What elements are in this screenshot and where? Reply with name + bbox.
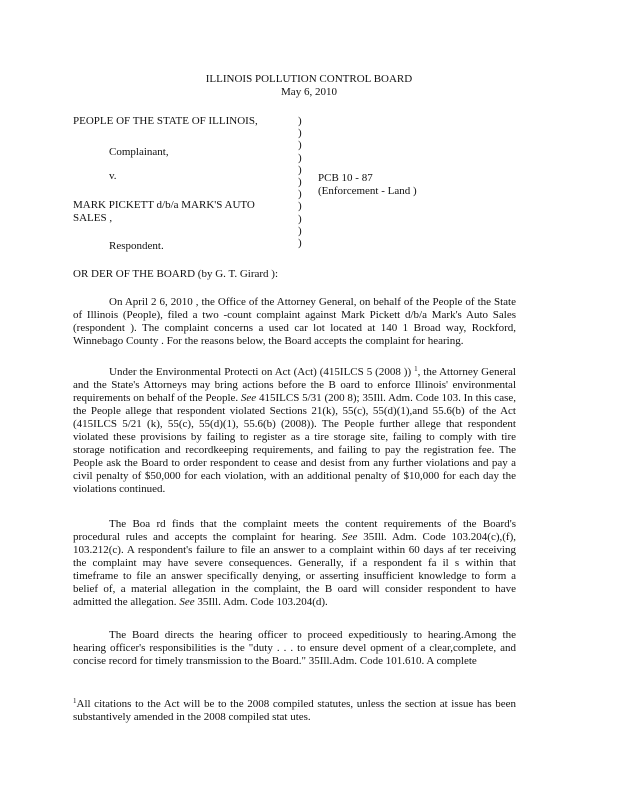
paragraph-3-text-c: 35Ill. Adm. Code 103.204(d). [194,596,328,608]
caption-paren: ) [298,139,302,152]
caption-paren-column [298,115,310,249]
caption-versus: v. [109,170,117,182]
document-header [0,73,618,99]
paragraph-3-text-b: 35Ill. Adm. Code 103.204(c),(f), 103.212(c). A respondent's failure to file an answer to a complaint within 60 days af ter receiving the complaint may have severe consequences. Generally, if a respondent fa il s within that timeframe to file an answer specifically denying, or asserting insufficient knowledge to form a belief of, a material allegation in the complaint, the B oard will consider respondent to have admitted the allegation. [73,531,516,608]
citation-signal: See [342,531,358,543]
caption-paren: ) [298,163,302,176]
caption-paren: ) [298,127,302,140]
citation-signal: See [179,596,195,608]
board-name: ILLINOIS POLLUTION CONTROL BOARD [205,73,413,85]
caption-respondent-name-2: SALES , [73,212,113,224]
order-heading: OR DER OF THE BOARD (by G. T. Girard ): [73,268,279,280]
footnote-reference: 1 [414,365,418,373]
case-type: (Enforcement - Land ) [318,185,417,197]
caption-paren: ) [298,188,302,201]
footnote-marker: 1 [73,697,77,705]
caption-complainant: Complainant, [109,146,169,158]
caption-paren: ) [298,200,302,213]
paragraph-4: The Board directs the hearing officer to proceed expeditiously to hearing.Among the hearing officer's responsibilities is the "duty . . . to ensure devel opment of a clear,complete, and concise record for timely transmission to the Board." 35Ill.Adm. Code 101.610. A complete [73,629,516,667]
case-number: PCB 10 - 87 [318,172,373,184]
paragraph-1: On April 2 6, 2010 , the Office of the Attorney General, on behalf of the People of the State of Illinois (People), filed a two -count complaint against Mark Pickett d/b/a Mark's Auto Sales (respondent ). The complaint concerns a used car lot located at 140 1 Broad way, Rockford, Winnebago County . For the reasons below, the Board accepts the complaint for hearing. [73,296,516,347]
footnote [73,698,516,724]
paragraph-3 [73,518,516,609]
paragraph-2-text-c: 415ILCS 5/31 (200 8); 35Ill. Adm. Code 103. In this case, the People allege that respondent violated Sections 21(k), 55(c), 55(d)(1),and 55.6(b) of the Act (415ILCS 5/21 (k), 55(c), 55(d)(1), 55.6(b) (2008)). The People further allege that respondent violated these provisions by failing to register as a tire storage site, failing to comply with tire storage notification and recordkeeping requirements, and failing to pay the registration fee. The People ask the Board to order respondent to cease and desist from any further violations and pay a civil penalty of $50,000 for each violation, with an additional penalty of $10,000 for each day the violations continued. [73,392,516,495]
footnote-text: All citations to the Act will be to the 2008 compiled statutes, unless the section at issue has been substantively amended in the 2008 compiled stat utes. [73,698,516,723]
paragraph-2-text-a: Under the Environmental Protecti on Act (Act) (415ILCS 5 (2008 )) [109,366,415,378]
caption-paren: ) [298,151,302,164]
caption-paren: ) [298,115,302,127]
paragraph-2 [73,366,516,496]
caption-paren: ) [298,212,302,225]
caption-paren: ) [298,224,302,237]
caption-people: PEOPLE OF THE STATE OF ILLINOIS, [73,115,258,127]
caption-paren: ) [298,175,302,188]
citation-signal: See [240,392,257,404]
paragraph-3-text-a: The Boa rd finds that the complaint meets the content requirements of the Board's procedural rules and accepts the complaint for hearing. [73,518,516,543]
order-date: May 6, 2010 [281,86,337,98]
paragraph-2-text-b: , the Attorney General and the State's Attorneys may bring actions before the B oard to enforce Illinois' environmental requirements on behalf of the People. [73,366,516,404]
caption-paren: ) [298,236,302,249]
caption-respondent-name-1: MARK PICKETT d/b/a MARK'S AUTO [73,199,255,211]
caption-respondent: Respondent. [109,240,164,252]
